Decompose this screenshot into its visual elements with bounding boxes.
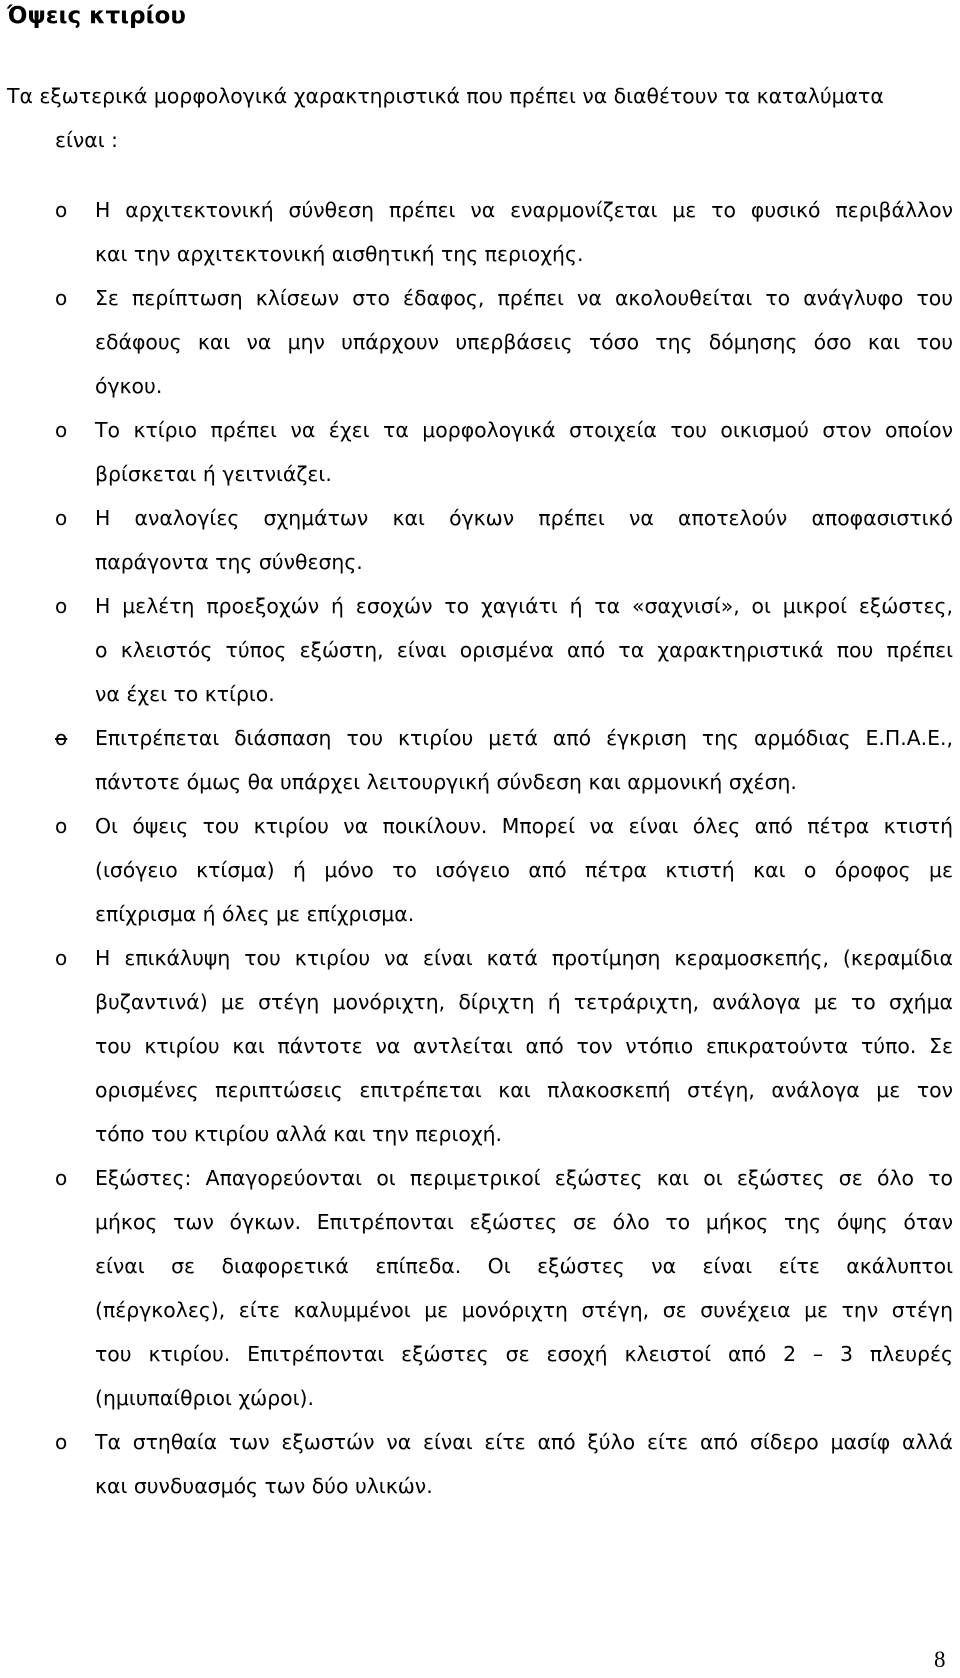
bullet-text [95, 496, 953, 584]
bullet-line: Οι όψεις του κτιρίου να ποικίλουν. Μπορεί να είναι όλες από πέτρα κτιστή [95, 814, 953, 838]
bullet-line: μήκος των όγκων. Επιτρέπονται εξώστες σε όλο το μήκος της όψης όταν [95, 1210, 953, 1234]
bullet-line: και την αρχιτεκτονική αισθητική της περιοχής. [95, 242, 584, 266]
bullet-line: (ισόγειο κτίσμα) ή μόνο το ισόγειο από πέτρα κτιστή και ο όροφος με [95, 858, 953, 882]
bullet-line: Τα στηθαία των εξωστών να είναι είτε από ξύλο είτε από σίδερο μασίφ αλλά [95, 1430, 953, 1454]
bullet-marker: o [55, 286, 68, 310]
bullet-line: είναι σε διαφορετικά επίπεδα. Οι εξώστες να είναι είτε ακάλυπτοι [95, 1254, 953, 1278]
bullet-line: πάντοτε όμως θα υπάρχει λειτουργική σύνδεση και αρμονική σχέση. [95, 770, 797, 794]
bullet-line: παράγοντα της σύνθεσης. [95, 550, 363, 574]
bullet-marker: o [55, 418, 68, 442]
bullet-marker: o [55, 198, 68, 222]
bullet-line: (πέργκολες), είτε καλυμμένοι με μονόριχτη στέγη, σε συνέχεια με την στέγη [95, 1298, 953, 1322]
page-number: 8 [934, 1647, 946, 1672]
bullet-line: του κτιρίου και πάντοτε να αντλείται από τον ντόπιο επικρατούντα τύπο. Σε [95, 1034, 953, 1058]
bullet-line: βυζαντινά) με στέγη μονόριχτη, δίριχτη ή τετράριχτη, ανάλογα με το σχήμα [95, 990, 953, 1014]
bullet-marker: o [55, 506, 68, 530]
bullet-marker: o [55, 1430, 68, 1454]
bullet-line: επίχρισμα ή όλες με επίχρισμα. [95, 902, 415, 926]
bullet-line: Η αναλογίες σχημάτων και όγκων πρέπει να αποτελούν αποφασιστικό [95, 506, 953, 530]
bullet-line: Επιτρέπεται διάσπαση του κτιρίου μετά από έγκριση της αρμόδιας Ε.Π.Α.Ε., [95, 726, 953, 750]
bullet-text [95, 276, 953, 408]
bullet-line: όγκου. [95, 374, 163, 398]
bullet-line: Σε περίπτωση κλίσεων στο έδαφος, πρέπει να ακολουθείται το ανάγλυφο του [95, 286, 953, 310]
page-title: Όψεις κτιρίου [7, 3, 186, 29]
bullet-text [95, 584, 953, 716]
intro-line: Τα εξωτερικά μορφολογικά χαρακτηριστικά που πρέπει να διαθέτουν τα καταλύματα [7, 84, 884, 108]
bullet-line: Η αρχιτεκτονική σύνθεση πρέπει να εναρμονίζεται με το φυσικό περιβάλλον [95, 198, 953, 222]
bullet-line: βρίσκεται ή γειτνιάζει. [95, 462, 332, 486]
bullet-line: (ημιυπαίθριοι χώροι). [95, 1386, 314, 1410]
intro-paragraph [7, 74, 953, 162]
bullet-line: τόπο του κτιρίου αλλά και την περιοχή. [95, 1122, 503, 1146]
bullet-text [95, 1156, 953, 1420]
bullet-marker: o [55, 1166, 68, 1190]
bullet-marker: o [55, 946, 68, 970]
bullet-line: να έχει το κτίριο. [95, 682, 275, 706]
bullet-line: Η επικάλυψη του κτιρίου να είναι κατά προτίμηση κεραμοσκεπής, (κεραμίδια [95, 946, 953, 970]
bullet-text [95, 1420, 953, 1508]
bullet-line: εδάφους και να μην υπάρχουν υπερβάσεις τόσο της δόμησης όσο και του [95, 330, 953, 354]
bullet-text [95, 408, 953, 496]
bullet-marker: o [55, 726, 68, 750]
bullet-line: ορισμένες περιπτώσεις επιτρέπεται και πλακοσκεπή στέγη, ανάλογα με τον [95, 1078, 953, 1102]
bullet-text [95, 716, 953, 804]
bullet-line: Εξώστες: Απαγορεύονται οι περιμετρικοί εξώστες και οι εξώστες σε όλο το [95, 1166, 953, 1190]
bullet-marker: o [55, 594, 68, 618]
bullet-marker: o [55, 814, 68, 838]
bullet-line: ο κλειστός τύπος εξώστη, είναι ορισμένα από τα χαρακτηριστικά που πρέπει [95, 638, 953, 662]
bullet-line: και συνδυασμός των δύο υλικών. [95, 1474, 433, 1498]
bullet-line: Το κτίριο πρέπει να έχει τα μορφολογικά στοιχεία του οικισμού στον οποίον [95, 418, 953, 442]
bullet-text [95, 936, 953, 1156]
bullet-text [95, 804, 953, 936]
bullet-line: Η μελέτη προεξοχών ή εσοχών το χαγιάτι ή τα «σαχνισί», οι μικροί εξώστες, [95, 594, 953, 618]
intro-line: είναι : [55, 128, 119, 152]
bullet-text [95, 188, 953, 276]
bullet-line: του κτιρίου. Επιτρέπονται εξώστες σε εσοχή κλειστοί από 2 – 3 πλευρές [95, 1342, 953, 1366]
